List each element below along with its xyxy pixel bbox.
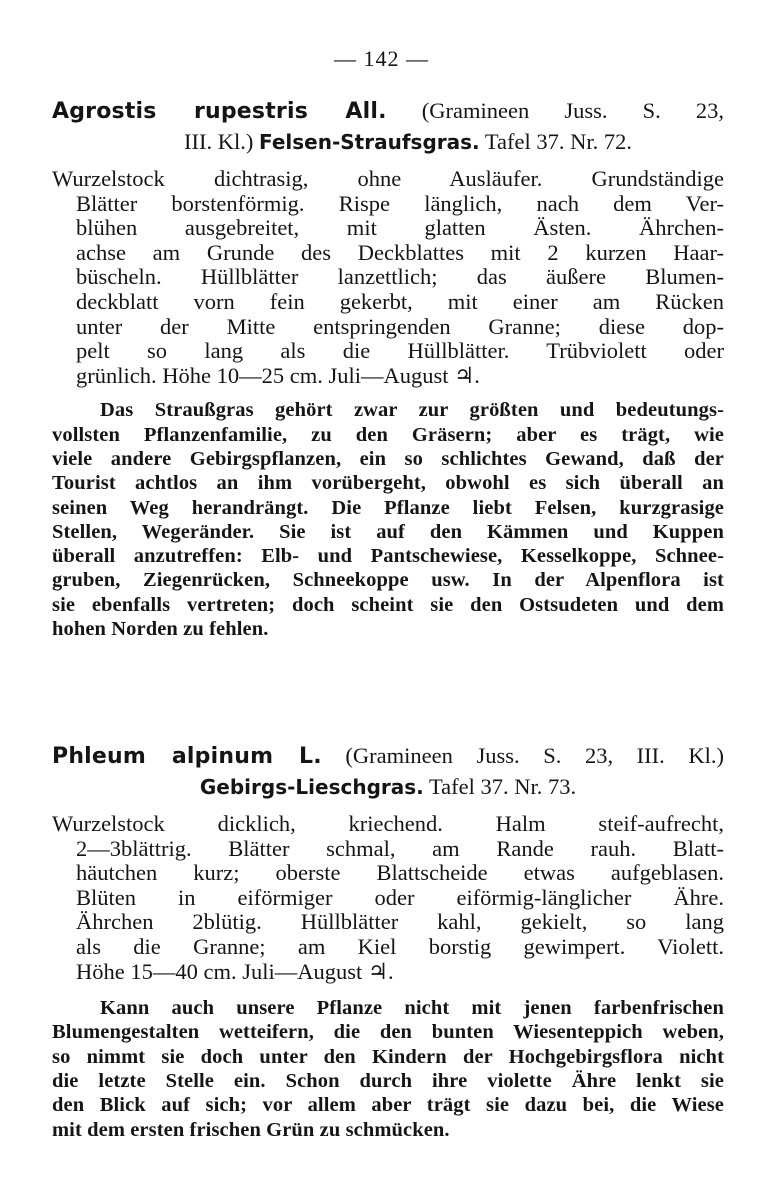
page-number: — 142 — xyxy=(334,46,429,71)
description-line: achse am Grunde des Deckblattes mit 2 kurzen Haar- xyxy=(76,239,724,265)
common-name: Felsen-Straufsgras. xyxy=(259,130,480,154)
classification-continued: III. Kl.) xyxy=(184,129,254,154)
commentary-line: Das Straußgras gehört zwar zur größten und bedeutungs- xyxy=(100,399,724,422)
commentary-line: vollsten Pflanzenfamilie, zu den Gräsern; aber es trägt, wie xyxy=(52,423,724,446)
commentary-line: gruben, Ziegenrücken, Schneekoppe usw. In der Alpenflora ist xyxy=(52,569,724,592)
description-line: blühen ausgebreitet, mit glatten Ästen. Ährchen- xyxy=(76,215,724,241)
description-line: Ährchen 2blütig. Hüllblätter kahl, gekielt, so lang xyxy=(76,909,724,935)
description-line: Wurzelstock dicklich, kriechend. Halm steif-aufrecht, xyxy=(52,811,724,836)
description-line: Blüten in eiförmiger oder eiförmig-länglicher Ähre. xyxy=(76,884,724,910)
description-line: Höhe 15—40 cm. Juli—August ♃. xyxy=(76,958,394,984)
description-line: pelt so lang als die Hüllblätter. Trübviolett oder xyxy=(76,338,724,364)
description-line: büscheln. Hüllblätter lanzettlich; das äußere Blumen- xyxy=(76,264,724,290)
entry-phleum-alpinum xyxy=(52,741,724,1142)
description-line: grünlich. Höhe 10—25 cm. Juli—August ♃. xyxy=(76,362,480,388)
commentary-line: die letzte Stelle ein. Schon durch ihre violette Ähre lenkt sie xyxy=(52,1070,724,1093)
description xyxy=(52,812,724,984)
entry-subheading xyxy=(52,127,724,157)
description-line: unter der Mitte entspringenden Granne; diese dop- xyxy=(76,313,724,339)
entry-subheading xyxy=(52,772,724,802)
entry-heading xyxy=(52,96,724,127)
commentary-line: viele andere Gebirgspflanzen, ein so schlichtes Gewand, daß der xyxy=(52,447,724,470)
species-name: Agrostis rupestris All. xyxy=(52,99,387,124)
commentary-line: so nimmt sie doch unter den Kindern der Hochgebirgsflora nicht xyxy=(52,1045,724,1068)
commentary-line: überall anzutreffen: Elb- und Pantschewiese, Kesselkoppe, Schnee- xyxy=(52,545,724,568)
description-line: 2—3blättrig. Blätter schmal, am Rande rauh. Blatt- xyxy=(76,835,724,861)
plate-reference: Tafel 37. Nr. 73. xyxy=(428,774,577,799)
classification: (Gramineen Juss. S. 23, xyxy=(421,98,725,123)
description-line: deckblatt vorn fein gekerbt, mit einer am Rücken xyxy=(76,288,724,314)
commentary-line: hohen Norden zu fehlen. xyxy=(52,618,269,641)
classification: (Gramineen Juss. S. 23, III. Kl.) xyxy=(345,743,725,768)
common-name: Gebirgs-Lieschgras. xyxy=(199,775,424,799)
description-line: Blätter borstenförmig. Rispe länglich, nach dem Ver- xyxy=(76,190,724,216)
plate-reference: Tafel 37. Nr. 72. xyxy=(484,129,632,154)
description xyxy=(52,167,724,388)
description-line: als die Granne; am Kiel borstig gewimpert. Violett. xyxy=(76,933,724,959)
description-line: Wurzelstock dichtrasig, ohne Ausläufer. Grundständige xyxy=(52,166,724,191)
commentary xyxy=(52,996,724,1142)
commentary-line: sie ebenfalls vertreten; doch scheint sie den Ostsudeten und dem xyxy=(52,593,724,616)
entry-heading xyxy=(52,741,724,772)
commentary-line: mit dem ersten frischen Grün zu schmücken. xyxy=(52,1118,450,1141)
commentary-line: seinen Weg herandrängt. Die Pflanze liebt Felsen, kurzgrasige xyxy=(52,496,724,519)
entry-agrostis-rupestris xyxy=(52,96,724,641)
commentary-line: Kann auch unsere Pflanze nicht mit jenen farbenfrischen xyxy=(100,997,724,1020)
commentary-line: Blumengestalten wetteifern, die den bunten Wiesenteppich weben, xyxy=(52,1021,724,1044)
commentary-line: Tourist achtlos an ihm vorübergeht, obwohl es sich überall an xyxy=(52,472,724,495)
commentary xyxy=(52,398,724,641)
commentary-line: Stellen, Wegeränder. Sie ist auf den Kämmen und Kuppen xyxy=(52,520,724,543)
description-line: häutchen kurz; oberste Blattscheide etwas aufgeblasen. xyxy=(76,860,724,886)
commentary-line: den Blick auf sich; vor allem aber trägt sie dazu bei, die Wiese xyxy=(52,1094,724,1117)
species-name: Phleum alpinum L. xyxy=(52,744,322,769)
